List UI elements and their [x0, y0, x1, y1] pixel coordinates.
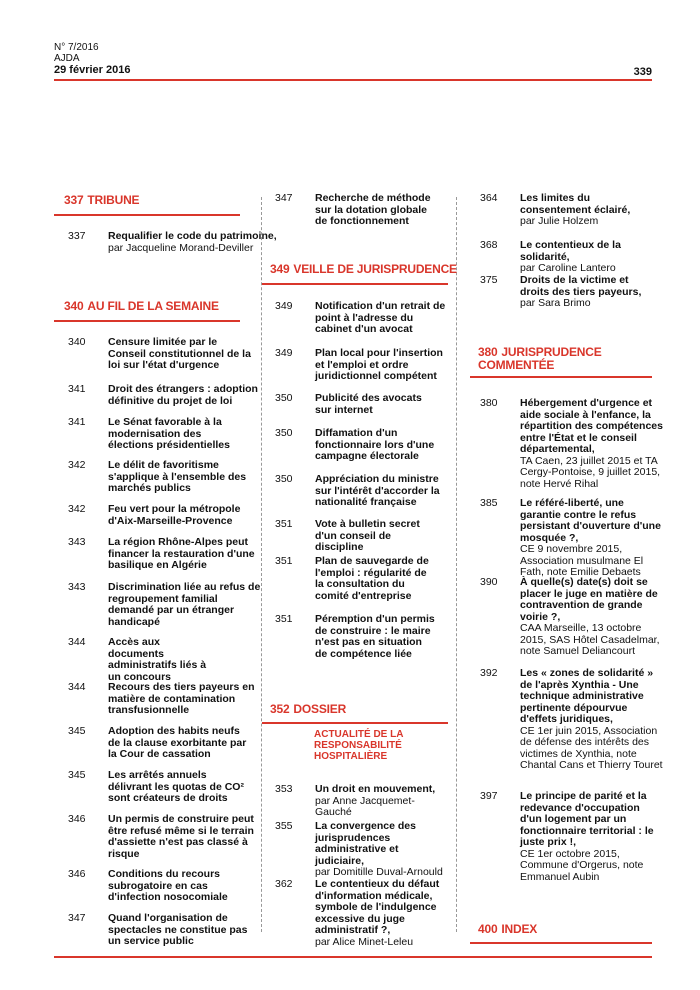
column-separator [456, 197, 457, 932]
section-heading: 340 AU FIL DE LA SEMAINE [64, 299, 219, 313]
top-rule [54, 79, 652, 81]
section-heading: 380 JURISPRUDENCE COMMENTÉE [478, 345, 602, 372]
issue-date: 29 février 2016 [54, 64, 131, 76]
section-heading: 352 DOSSIER [270, 702, 347, 716]
section-heading: 400 INDEX [478, 922, 538, 936]
page-number: 339 [633, 66, 652, 78]
section-heading: 337 TRIBUNE [64, 193, 140, 207]
section-heading: 349 VEILLE DE JURISPRUDENCE [270, 262, 457, 276]
column-separator [261, 197, 262, 932]
bottom-rule [54, 956, 652, 958]
issue-number: N° 7/2016 [54, 42, 99, 53]
dossier-subtitle: ACTUALITÉ DE LA RESPONSABILITÉ HOSPITALIÈRE [314, 729, 404, 762]
journal-name: AJDA [54, 53, 80, 64]
